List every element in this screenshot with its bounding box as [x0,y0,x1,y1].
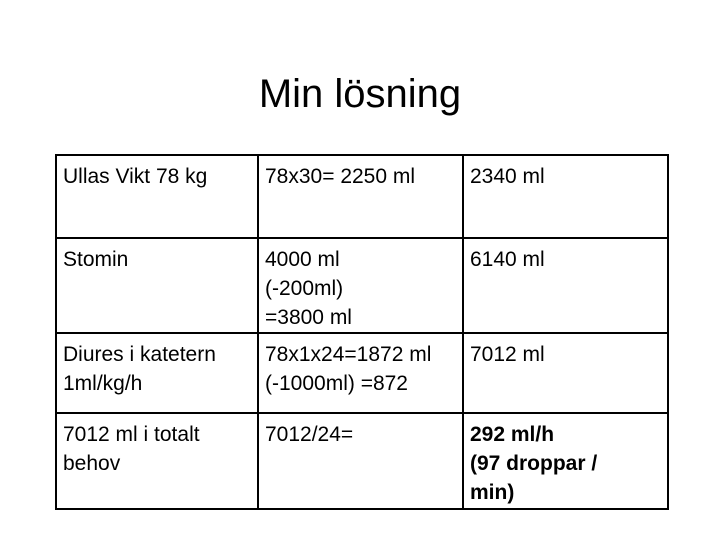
table-cell [56,155,258,238]
slide-title: Min lösning [258,72,462,116]
cell-text: (97 droppar / [470,452,598,475]
table-cell [463,333,668,413]
cell-text: =3800 ml [265,306,352,329]
table-cell [258,413,463,509]
table-cell [56,333,258,413]
cell-text: 6140 ml [470,248,545,271]
table-cell [56,238,258,333]
cell-text: (-1000ml) =872 [265,372,408,395]
table-row [56,238,668,333]
table-row [56,155,668,238]
table-row [56,413,668,509]
cell-text: min) [470,481,515,504]
table-cell [258,333,463,413]
cell-text: 4000 ml [265,248,340,271]
table-cell-result [463,413,668,509]
table-cell [463,238,668,333]
cell-text: behov [63,452,121,475]
cell-text: 2340 ml [470,165,545,188]
cell-text: Diures i katetern [63,343,216,366]
table-cell [258,238,463,333]
cell-text: Stomin [63,248,129,271]
cell-text: 7012/24= [265,423,354,446]
table-cell [463,155,668,238]
cell-text: 78x30= 2250 ml [265,165,416,188]
solution-table [55,154,669,510]
cell-text: 78x1x24=1872 ml [265,343,432,366]
cell-text: 292 ml/h [470,423,555,446]
table-cell [258,155,463,238]
cell-text: 7012 ml [470,343,545,366]
cell-text: 7012 ml i totalt [63,423,200,446]
table-cell [56,413,258,509]
cell-text: 1ml/kg/h [63,372,143,395]
cell-text: Ullas Vikt 78 kg [63,165,208,188]
table-row [56,333,668,413]
cell-text: (-200ml) [265,277,344,300]
